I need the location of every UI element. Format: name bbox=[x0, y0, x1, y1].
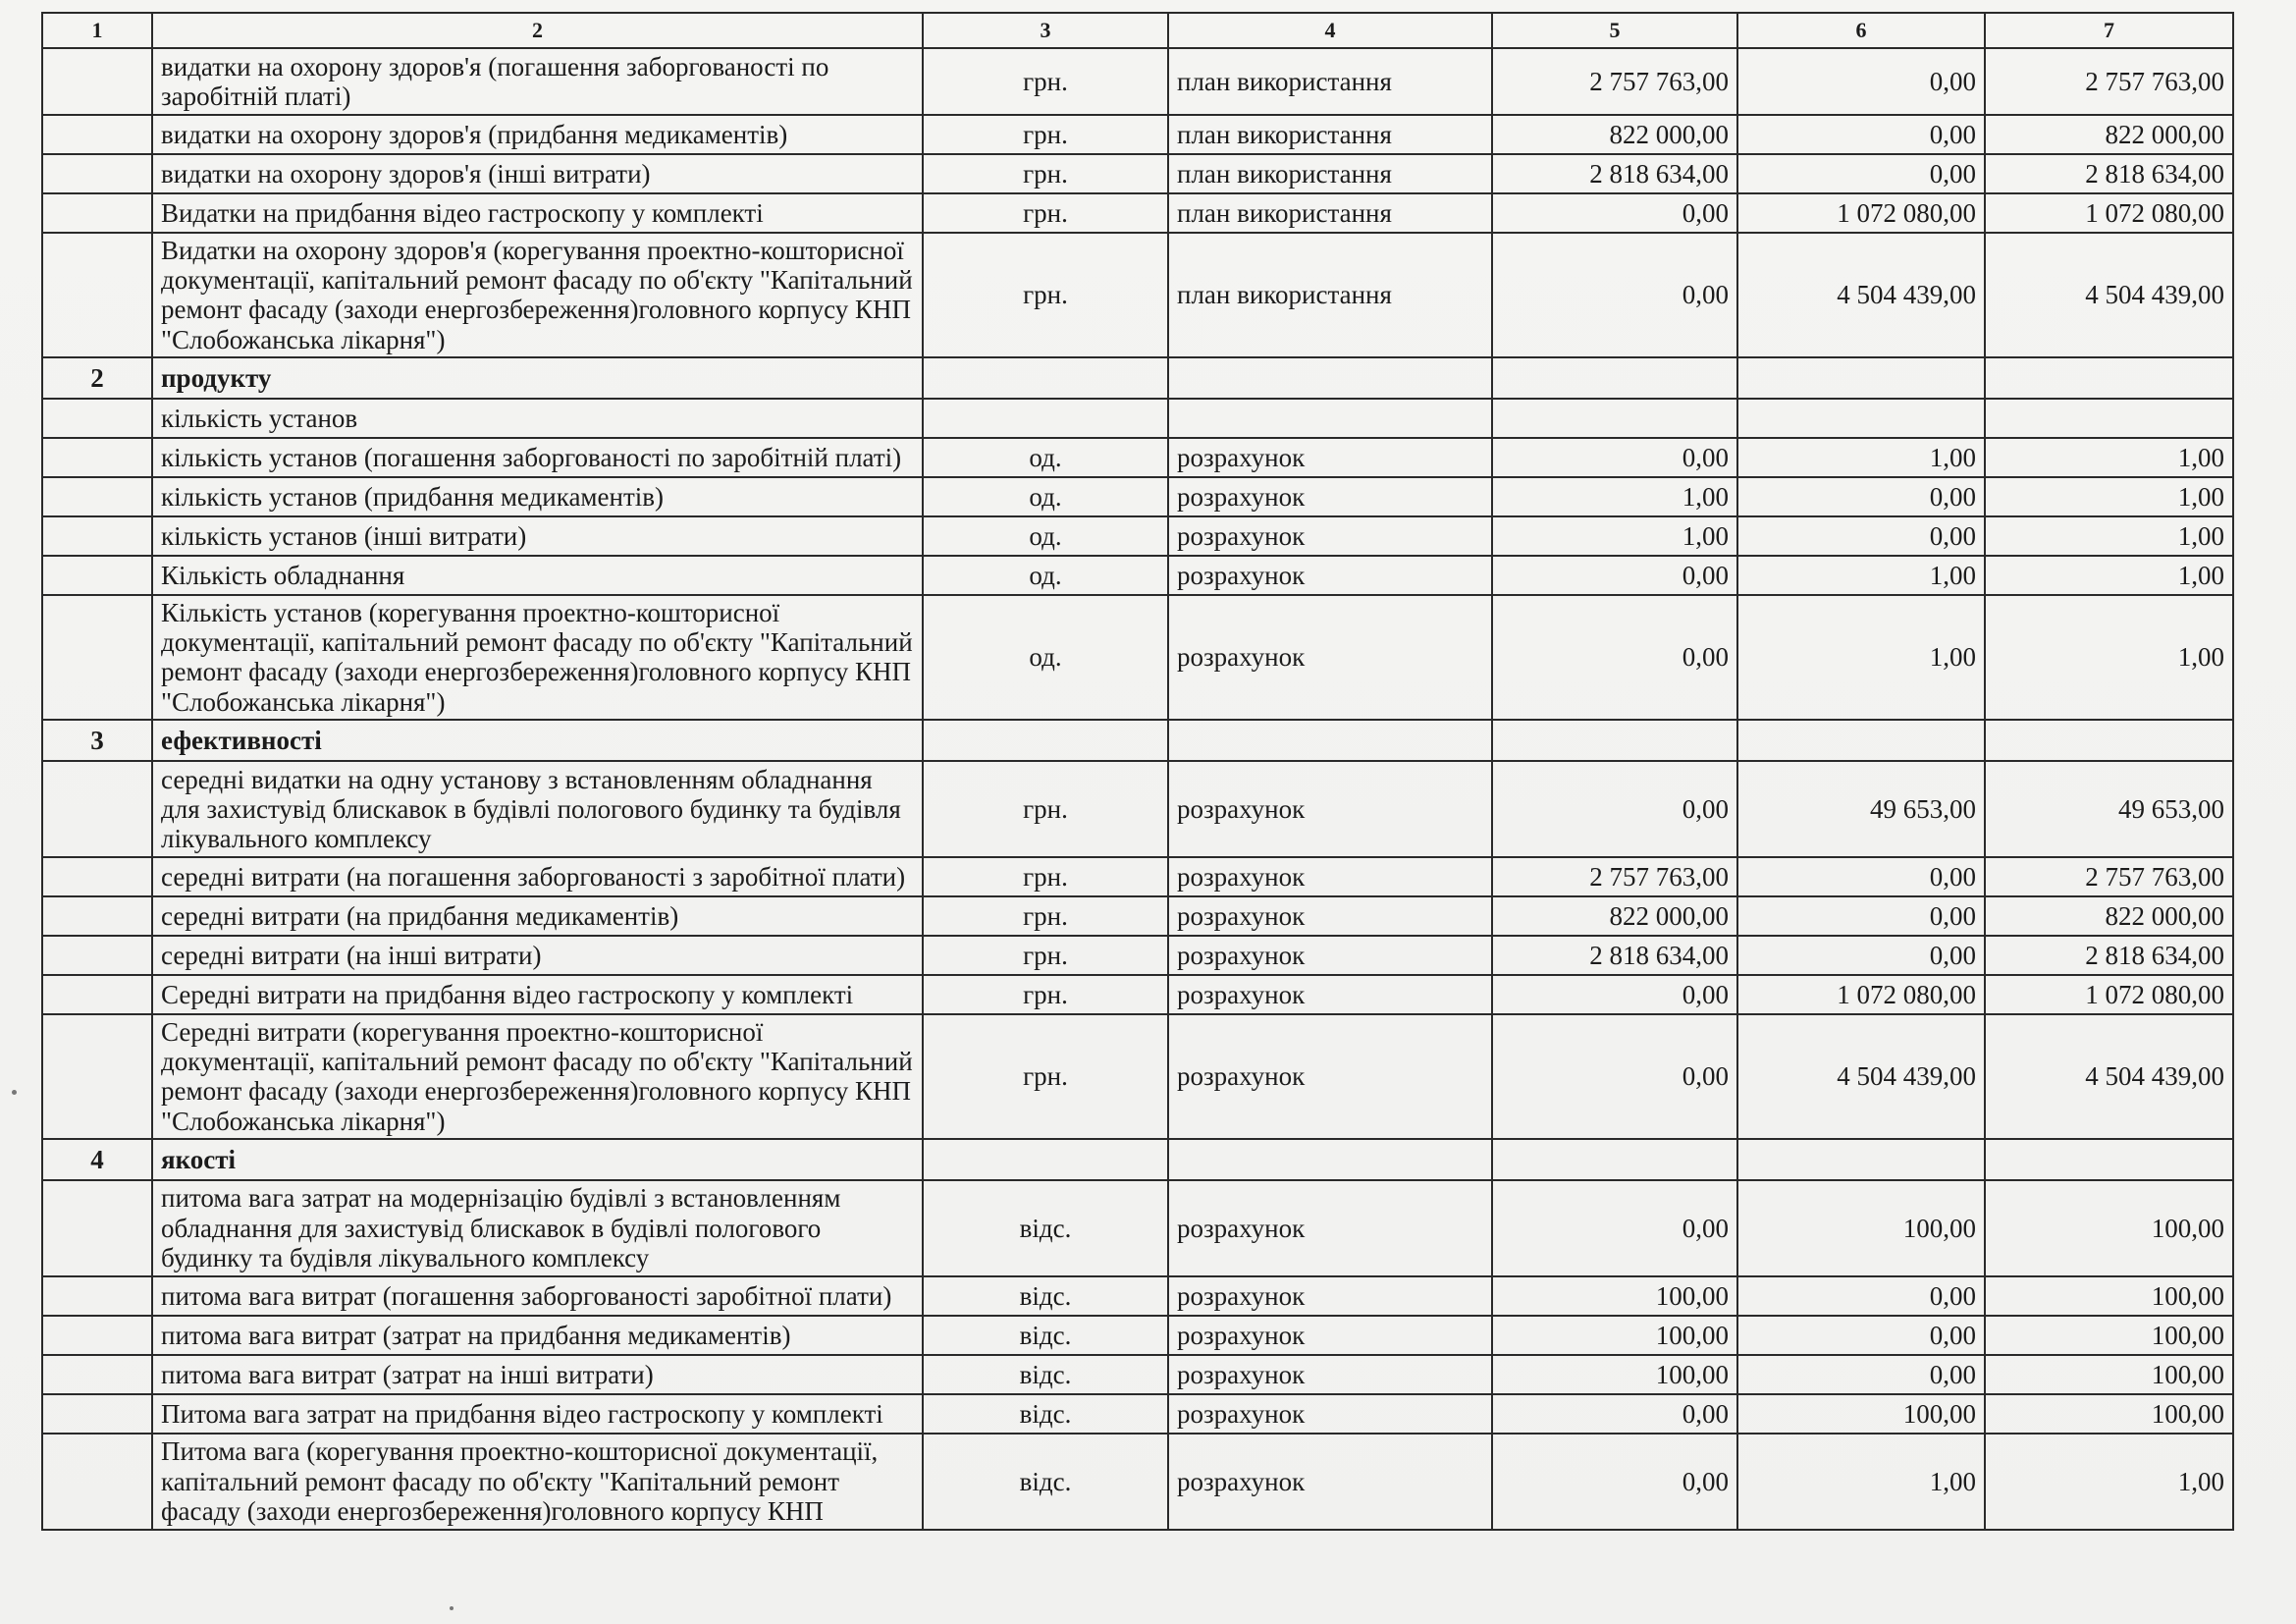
value-column-7 bbox=[1985, 357, 2233, 399]
value-column-5: 822 000,00 bbox=[1492, 896, 1737, 936]
info-source: розрахунок bbox=[1168, 556, 1492, 595]
unit-of-measure: од. bbox=[923, 438, 1168, 477]
indicator-name: Питома вага (корегування проектно-кошторисної документації, капітальний ремонт фасаду по об'єкту "Капітальний ремонт фасаду (заходи енергозбереження)головного корпусу КНП bbox=[152, 1434, 923, 1530]
value-column-6: 0,00 bbox=[1737, 1276, 1985, 1316]
scan-speck bbox=[12, 1090, 17, 1095]
column-header-6: 6 bbox=[1737, 13, 1985, 48]
value-column-7: 1 072 080,00 bbox=[1985, 975, 2233, 1014]
row-section-number bbox=[42, 477, 152, 516]
info-source: розрахунок bbox=[1168, 975, 1492, 1014]
row-section-number bbox=[42, 516, 152, 556]
table-row bbox=[42, 857, 2233, 896]
table-row bbox=[42, 975, 2233, 1014]
row-section-number bbox=[42, 154, 152, 193]
value-column-6: 0,00 bbox=[1737, 857, 1985, 896]
value-column-6: 1 072 080,00 bbox=[1737, 193, 1985, 233]
table-row bbox=[42, 936, 2233, 975]
value-column-5: 0,00 bbox=[1492, 761, 1737, 857]
unit-of-measure: грн. bbox=[923, 193, 1168, 233]
value-column-6: 0,00 bbox=[1737, 936, 1985, 975]
value-column-5: 0,00 bbox=[1492, 193, 1737, 233]
value-column-7: 2 818 634,00 bbox=[1985, 154, 2233, 193]
table-row bbox=[42, 477, 2233, 516]
value-column-6: 49 653,00 bbox=[1737, 761, 1985, 857]
row-section-number bbox=[42, 1316, 152, 1355]
info-source: розрахунок bbox=[1168, 1180, 1492, 1276]
info-source: розрахунок bbox=[1168, 438, 1492, 477]
value-column-5: 2 757 763,00 bbox=[1492, 48, 1737, 115]
value-column-5: 0,00 bbox=[1492, 1180, 1737, 1276]
info-source: розрахунок bbox=[1168, 936, 1492, 975]
info-source: план використання bbox=[1168, 193, 1492, 233]
indicator-name: якості bbox=[152, 1139, 923, 1180]
value-column-6: 100,00 bbox=[1737, 1394, 1985, 1434]
value-column-6: 0,00 bbox=[1737, 477, 1985, 516]
indicator-name: кількість установ (погашення заборгованості по заробітній платі) bbox=[152, 438, 923, 477]
unit-of-measure: грн. bbox=[923, 936, 1168, 975]
value-column-7: 1,00 bbox=[1985, 1434, 2233, 1530]
row-section-number: 3 bbox=[42, 720, 152, 761]
value-column-5: 2 757 763,00 bbox=[1492, 857, 1737, 896]
value-column-6: 0,00 bbox=[1737, 896, 1985, 936]
indicator-name: кількість установ (інші витрати) bbox=[152, 516, 923, 556]
info-source: розрахунок bbox=[1168, 1394, 1492, 1434]
value-column-5: 2 818 634,00 bbox=[1492, 936, 1737, 975]
unit-of-measure: грн. bbox=[923, 761, 1168, 857]
value-column-7: 100,00 bbox=[1985, 1316, 2233, 1355]
value-column-6: 1,00 bbox=[1737, 595, 1985, 720]
value-column-6: 0,00 bbox=[1737, 48, 1985, 115]
value-column-7: 100,00 bbox=[1985, 1394, 2233, 1434]
value-column-6: 100,00 bbox=[1737, 1180, 1985, 1276]
value-column-5: 0,00 bbox=[1492, 233, 1737, 357]
info-source: розрахунок bbox=[1168, 761, 1492, 857]
unit-of-measure: відс. bbox=[923, 1394, 1168, 1434]
value-column-7: 1,00 bbox=[1985, 477, 2233, 516]
unit-of-measure bbox=[923, 399, 1168, 438]
unit-of-measure: од. bbox=[923, 516, 1168, 556]
table-row bbox=[42, 595, 2233, 720]
value-column-5: 1,00 bbox=[1492, 516, 1737, 556]
value-column-7: 49 653,00 bbox=[1985, 761, 2233, 857]
info-source: розрахунок bbox=[1168, 595, 1492, 720]
value-column-6 bbox=[1737, 399, 1985, 438]
value-column-5: 1,00 bbox=[1492, 477, 1737, 516]
value-column-5: 0,00 bbox=[1492, 438, 1737, 477]
info-source: розрахунок bbox=[1168, 896, 1492, 936]
value-column-7: 1,00 bbox=[1985, 595, 2233, 720]
table-row bbox=[42, 896, 2233, 936]
unit-of-measure: од. bbox=[923, 477, 1168, 516]
unit-of-measure: од. bbox=[923, 556, 1168, 595]
column-header-2: 2 bbox=[152, 13, 923, 48]
section-row bbox=[42, 357, 2233, 399]
value-column-5: 0,00 bbox=[1492, 1434, 1737, 1530]
info-source bbox=[1168, 357, 1492, 399]
table-row bbox=[42, 115, 2233, 154]
value-column-7: 822 000,00 bbox=[1985, 115, 2233, 154]
table-row bbox=[42, 1434, 2233, 1530]
indicator-name: видатки на охорону здоров'я (інші витрати) bbox=[152, 154, 923, 193]
value-column-5: 0,00 bbox=[1492, 975, 1737, 1014]
value-column-5: 100,00 bbox=[1492, 1355, 1737, 1394]
value-column-7 bbox=[1985, 720, 2233, 761]
table-row bbox=[42, 1014, 2233, 1139]
row-section-number bbox=[42, 761, 152, 857]
indicator-name: Кількість установ (корегування проектно-кошторисної документації, капітальний ремонт фасаду по об'єкту "Капітальний ремонт фасаду (заходи енергозбереження)головного корпусу КНП "Слобожанська лікарня") bbox=[152, 595, 923, 720]
indicator-name: середні витрати (на інші витрати) bbox=[152, 936, 923, 975]
value-column-6: 1,00 bbox=[1737, 1434, 1985, 1530]
value-column-5: 2 818 634,00 bbox=[1492, 154, 1737, 193]
unit-of-measure: грн. bbox=[923, 1014, 1168, 1139]
indicator-name: середні витрати (на придбання медикаментів) bbox=[152, 896, 923, 936]
unit-of-measure: грн. bbox=[923, 975, 1168, 1014]
info-source: розрахунок bbox=[1168, 1276, 1492, 1316]
unit-of-measure: грн. bbox=[923, 115, 1168, 154]
value-column-6: 1,00 bbox=[1737, 556, 1985, 595]
table-row bbox=[42, 516, 2233, 556]
indicator-name: Кількість обладнання bbox=[152, 556, 923, 595]
indicator-name: продукту bbox=[152, 357, 923, 399]
unit-of-measure: відс. bbox=[923, 1434, 1168, 1530]
info-source: розрахунок bbox=[1168, 1434, 1492, 1530]
value-column-6: 0,00 bbox=[1737, 516, 1985, 556]
value-column-6: 0,00 bbox=[1737, 1355, 1985, 1394]
row-section-number bbox=[42, 1355, 152, 1394]
value-column-6: 4 504 439,00 bbox=[1737, 233, 1985, 357]
indicator-name: Видатки на придбання відео гастроскопу у комплекті bbox=[152, 193, 923, 233]
row-section-number bbox=[42, 1394, 152, 1434]
table-row bbox=[42, 556, 2233, 595]
table-row bbox=[42, 48, 2233, 115]
row-section-number bbox=[42, 1276, 152, 1316]
indicator-name: питома вага витрат (затрат на придбання медикаментів) bbox=[152, 1316, 923, 1355]
info-source bbox=[1168, 1139, 1492, 1180]
row-section-number bbox=[42, 48, 152, 115]
value-column-7: 4 504 439,00 bbox=[1985, 233, 2233, 357]
indicators-table bbox=[41, 12, 2234, 1531]
row-section-number bbox=[42, 595, 152, 720]
row-section-number bbox=[42, 399, 152, 438]
table-row bbox=[42, 1276, 2233, 1316]
table-row bbox=[42, 154, 2233, 193]
value-column-7: 100,00 bbox=[1985, 1276, 2233, 1316]
table-row bbox=[42, 399, 2233, 438]
unit-of-measure: од. bbox=[923, 595, 1168, 720]
value-column-6: 0,00 bbox=[1737, 1316, 1985, 1355]
table-row bbox=[42, 233, 2233, 357]
table-row bbox=[42, 438, 2233, 477]
value-column-7: 100,00 bbox=[1985, 1180, 2233, 1276]
unit-of-measure bbox=[923, 357, 1168, 399]
row-section-number bbox=[42, 556, 152, 595]
unit-of-measure: грн. bbox=[923, 233, 1168, 357]
value-column-7: 2 757 763,00 bbox=[1985, 48, 2233, 115]
indicator-name: ефективності bbox=[152, 720, 923, 761]
section-row bbox=[42, 720, 2233, 761]
indicator-name: питома вага затрат на модернізацію будівлі з встановленням обладнання для захистувід блискавок в будівлі пологового будинку та будівля лікувального комплексу bbox=[152, 1180, 923, 1276]
row-section-number bbox=[42, 1180, 152, 1276]
row-section-number: 4 bbox=[42, 1139, 152, 1180]
table-row bbox=[42, 761, 2233, 857]
table-row bbox=[42, 1355, 2233, 1394]
indicator-name: кількість установ (придбання медикаментів) bbox=[152, 477, 923, 516]
indicator-name: видатки на охорону здоров'я (придбання медикаментів) bbox=[152, 115, 923, 154]
row-section-number bbox=[42, 1014, 152, 1139]
row-section-number bbox=[42, 193, 152, 233]
info-source bbox=[1168, 399, 1492, 438]
column-header-5: 5 bbox=[1492, 13, 1737, 48]
value-column-5 bbox=[1492, 720, 1737, 761]
value-column-5: 0,00 bbox=[1492, 595, 1737, 720]
value-column-7 bbox=[1985, 399, 2233, 438]
row-section-number bbox=[42, 438, 152, 477]
unit-of-measure: грн. bbox=[923, 154, 1168, 193]
info-source: план використання bbox=[1168, 115, 1492, 154]
value-column-6 bbox=[1737, 357, 1985, 399]
value-column-7: 4 504 439,00 bbox=[1985, 1014, 2233, 1139]
indicator-name: кількість установ bbox=[152, 399, 923, 438]
column-header-4: 4 bbox=[1168, 13, 1492, 48]
column-header-7: 7 bbox=[1985, 13, 2233, 48]
table-row bbox=[42, 1180, 2233, 1276]
row-section-number bbox=[42, 975, 152, 1014]
unit-of-measure: відс. bbox=[923, 1276, 1168, 1316]
row-section-number bbox=[42, 936, 152, 975]
unit-of-measure: відс. bbox=[923, 1316, 1168, 1355]
info-source: план використання bbox=[1168, 154, 1492, 193]
unit-of-measure: відс. bbox=[923, 1355, 1168, 1394]
indicator-name: Середні витрати на придбання відео гастроскопу у комплекті bbox=[152, 975, 923, 1014]
value-column-5 bbox=[1492, 1139, 1737, 1180]
column-number-header bbox=[42, 13, 2233, 48]
value-column-5: 0,00 bbox=[1492, 1014, 1737, 1139]
column-header-3: 3 bbox=[923, 13, 1168, 48]
table-row bbox=[42, 1316, 2233, 1355]
value-column-7: 1 072 080,00 bbox=[1985, 193, 2233, 233]
indicator-name: середні витрати (на погашення заборгованості з заробітної плати) bbox=[152, 857, 923, 896]
value-column-5: 100,00 bbox=[1492, 1316, 1737, 1355]
indicator-name: питома вага витрат (погашення заборгованості заробітної плати) bbox=[152, 1276, 923, 1316]
info-source: план використання bbox=[1168, 233, 1492, 357]
info-source: розрахунок bbox=[1168, 477, 1492, 516]
table-row bbox=[42, 193, 2233, 233]
value-column-6: 1 072 080,00 bbox=[1737, 975, 1985, 1014]
value-column-6: 4 504 439,00 bbox=[1737, 1014, 1985, 1139]
value-column-7: 2 757 763,00 bbox=[1985, 857, 2233, 896]
unit-of-measure: відс. bbox=[923, 1180, 1168, 1276]
section-row bbox=[42, 1139, 2233, 1180]
value-column-7: 1,00 bbox=[1985, 556, 2233, 595]
value-column-6: 0,00 bbox=[1737, 115, 1985, 154]
row-section-number bbox=[42, 1434, 152, 1530]
info-source: розрахунок bbox=[1168, 857, 1492, 896]
value-column-5: 0,00 bbox=[1492, 556, 1737, 595]
value-column-5 bbox=[1492, 357, 1737, 399]
indicator-name: Видатки на охорону здоров'я (корегування проектно-кошторисної документації, капітальний ремонт фасаду по об'єкту "Капітальний ремонт фасаду (заходи енергозбереження)головного корпусу КНП "Слобожанська лікарня") bbox=[152, 233, 923, 357]
unit-of-measure: грн. bbox=[923, 857, 1168, 896]
indicator-name: Питома вага затрат на придбання відео гастроскопу у комплекті bbox=[152, 1394, 923, 1434]
value-column-5: 100,00 bbox=[1492, 1276, 1737, 1316]
unit-of-measure bbox=[923, 720, 1168, 761]
row-section-number: 2 bbox=[42, 357, 152, 399]
value-column-7: 1,00 bbox=[1985, 438, 2233, 477]
value-column-7: 1,00 bbox=[1985, 516, 2233, 556]
info-source: розрахунок bbox=[1168, 1316, 1492, 1355]
row-section-number bbox=[42, 857, 152, 896]
unit-of-measure: грн. bbox=[923, 48, 1168, 115]
row-section-number bbox=[42, 115, 152, 154]
unit-of-measure bbox=[923, 1139, 1168, 1180]
value-column-7 bbox=[1985, 1139, 2233, 1180]
info-source: план використання bbox=[1168, 48, 1492, 115]
scan-speck bbox=[450, 1606, 454, 1610]
indicator-name: видатки на охорону здоров'я (погашення заборгованості по заробітній платі) bbox=[152, 48, 923, 115]
info-source: розрахунок bbox=[1168, 1014, 1492, 1139]
value-column-5 bbox=[1492, 399, 1737, 438]
value-column-5: 0,00 bbox=[1492, 1394, 1737, 1434]
value-column-6 bbox=[1737, 720, 1985, 761]
indicator-name: Середні витрати (корегування проектно-кошторисної документації, капітальний ремонт фасаду по об'єкту "Капітальний ремонт фасаду (заходи енергозбереження)головного корпусу КНП "Слобожанська лікарня") bbox=[152, 1014, 923, 1139]
value-column-7: 100,00 bbox=[1985, 1355, 2233, 1394]
row-section-number bbox=[42, 233, 152, 357]
info-source: розрахунок bbox=[1168, 516, 1492, 556]
column-header-1: 1 bbox=[42, 13, 152, 48]
value-column-7: 2 818 634,00 bbox=[1985, 936, 2233, 975]
row-section-number bbox=[42, 896, 152, 936]
info-source bbox=[1168, 720, 1492, 761]
value-column-5: 822 000,00 bbox=[1492, 115, 1737, 154]
unit-of-measure: грн. bbox=[923, 896, 1168, 936]
value-column-6 bbox=[1737, 1139, 1985, 1180]
value-column-7: 822 000,00 bbox=[1985, 896, 2233, 936]
value-column-6: 0,00 bbox=[1737, 154, 1985, 193]
info-source: розрахунок bbox=[1168, 1355, 1492, 1394]
indicator-name: питома вага витрат (затрат на інші витрати) bbox=[152, 1355, 923, 1394]
table-row bbox=[42, 1394, 2233, 1434]
indicator-name: середні видатки на одну установу з встановленням обладнання для захистувід блискавок в будівлі пологового будинку та будівля лікувального комплексу bbox=[152, 761, 923, 857]
value-column-6: 1,00 bbox=[1737, 438, 1985, 477]
